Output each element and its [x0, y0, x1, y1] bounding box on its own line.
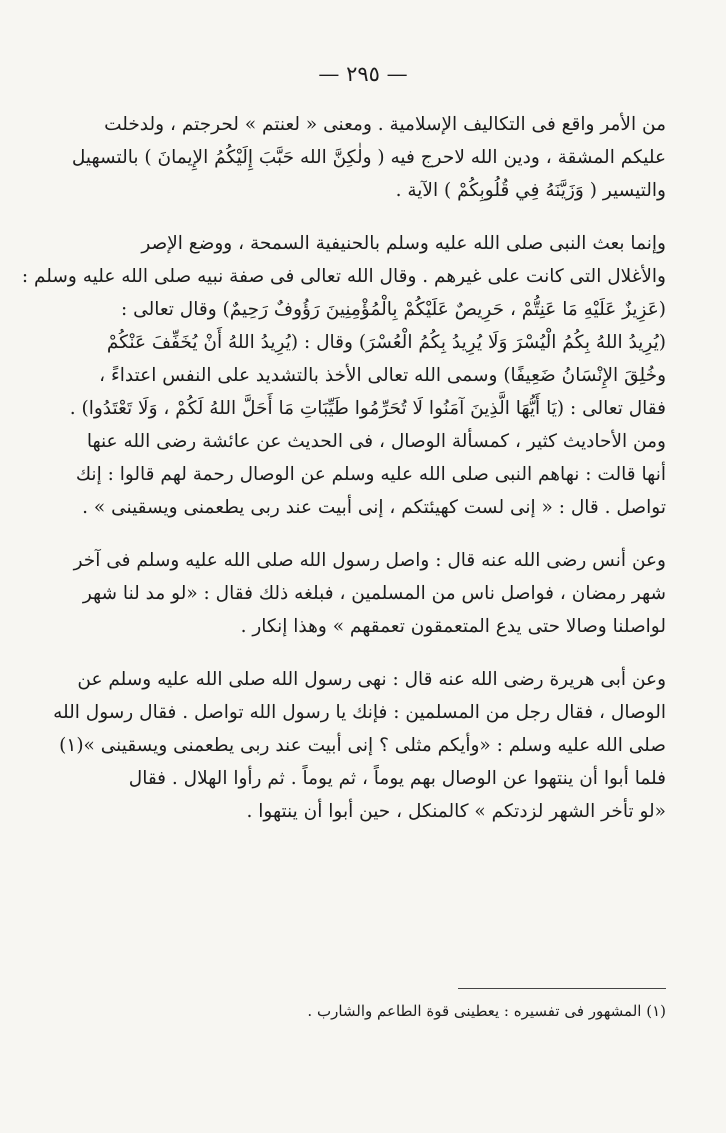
- page-number: — ٢٩٥ —: [318, 62, 408, 86]
- text-line: ومن الأحاديث كثير ، كمسألة الوصال ، فى الحديث عن عائشة رضى الله عنها: [86, 431, 666, 452]
- text-line: (عَزِيزٌ عَلَيْهِ مَا عَنِتُّمْ ، حَرِيصٌ عَلَيْكُمْ بِالْمُؤْمِنِينَ رَؤُوفٌ رَحِيمٌ) وقال تعالى :: [121, 299, 666, 320]
- text-line: عليكم المشقة ، ودين الله لاحرج فيه ( ولٰكِنَّ الله حَبَّبَ إِلَيْكُمُ الإِيمانَ ) بالتسهيل: [71, 147, 666, 168]
- text-line: والتيسير ( وَزَيَّنَهُ فِي قُلُوبِكُمْ ) الآية .: [395, 180, 666, 201]
- text-line: والأغلال التى كانت على غيرهم . وقال الله تعالى فى صفة نبيه صلى الله عليه وسلم :: [21, 266, 666, 287]
- text-line: أنها قالت : نهاهم النبى صلى الله عليه وسلم عن الوصال رحمة لهم قالوا : إنك: [75, 464, 666, 485]
- text-line: فلما أبوا أن ينتهوا عن الوصال بهم يوماً ، ثم يوماً . ثم رأوا الهلال . فقال: [128, 768, 666, 789]
- text-line: لواصلنا وصالا حتى يدع المتعمقون تعمقهم » وهذا إنكار .: [240, 616, 666, 637]
- paragraph-3: [62, 544, 666, 643]
- text-line: فقال تعالى : (يَا أَيُّهَا الَّذِينَ آمَنُوا لَا تُحَرِّمُوا طَيِّبَاتِ مَا أَحَلَّ اللهُ لَكُمْ ، وَلَا تَعْتَدُوا) .: [69, 398, 666, 419]
- text-line: «لو تأخر الشهر لزدتكم » كالمنكل ، حين أبوا أن ينتهوا .: [246, 801, 666, 822]
- paragraph-1: [62, 108, 666, 207]
- text-line: الوصال ، فقال رجل من المسلمين : فإنك يا رسول الله تواصل . فقال رسول الله: [53, 702, 666, 723]
- body-text: [21, 108, 666, 848]
- text-line: (يُرِيدُ اللهُ بِكُمُ الْيُسْرَ وَلَا يُرِيدُ بِكُمُ الْعُسْرَ) وقال : (يُرِيدُ اللهُ أَنْ يُخَفِّفَ عَنْكُمْ: [106, 332, 666, 353]
- text-line: وإنما بعث النبى صلى الله عليه وسلم بالحنيفية السمحة ، ووضع الإصر: [141, 233, 666, 254]
- text-line: صلى الله عليه وسلم : «وأيكم مثلى ؟ إنى أبيت عند ربى يطعمنى ويسقينى »(١): [59, 735, 666, 756]
- text-line: تواصل . قال : « إنى لست كهيئتكم ، إنى أبيت عند ربى يطعمنى ويسقينى » .: [82, 497, 666, 518]
- paragraph-2: [21, 227, 666, 524]
- footnote-divider: [458, 988, 666, 989]
- text-line: وخُلِقَ الإِنْسَانُ ضَعِيفًا) وسمى الله تعالى الأخذ بالتشديد على النفس اعتداءً ،: [99, 365, 666, 386]
- footnote: (١) المشهور فى تفسيره : يعطينى قوة الطاعم والشارب .: [307, 1002, 666, 1020]
- text-line: من الأمر واقع فى التكاليف الإسلامية . ومعنى « لعنتم » لحرجتم ، ولدخلت: [104, 114, 666, 135]
- text-line: شهر رمضان ، فواصل ناس من المسلمين ، فبلغه ذلك فقال : «لو مد لنا شهر: [82, 583, 666, 604]
- paragraph-4: [53, 663, 666, 828]
- text-line: وعن أبى هريرة رضى الله عنه قال : نهى رسول الله صلى الله عليه وسلم عن: [77, 669, 666, 690]
- text-line: وعن أنس رضى الله عنه قال : واصل رسول الله صلى الله عليه وسلم فى آخر: [73, 550, 666, 571]
